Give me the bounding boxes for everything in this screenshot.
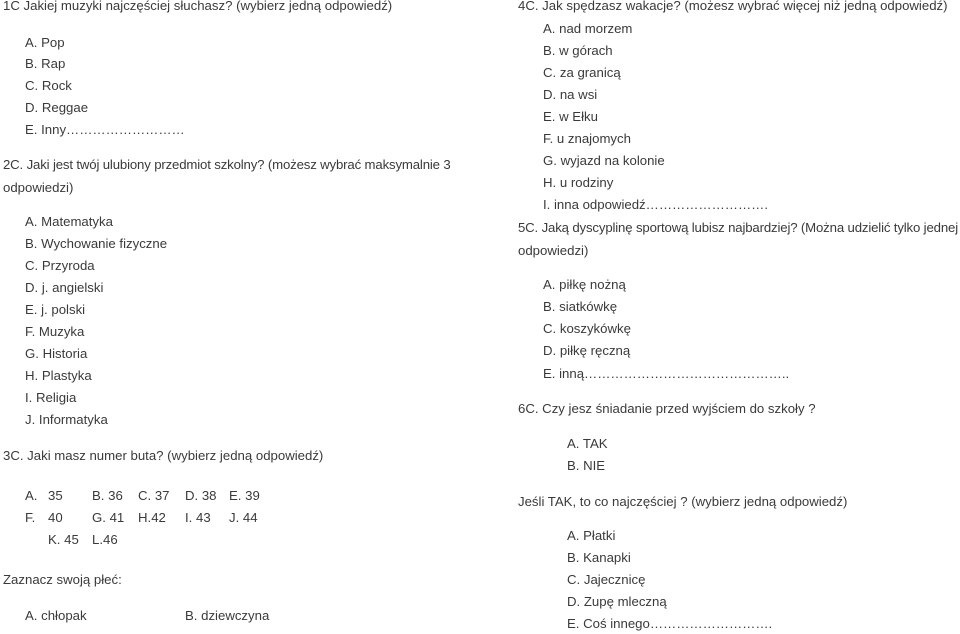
q5-title-line2: odpowiedzi) [518,243,589,258]
q5-option-b[interactable]: B. siatkówkę [543,299,618,314]
q3-option-b[interactable]: B. 36 [92,488,123,503]
q2-option-a[interactable]: A. Matematyka [25,214,113,229]
q3-option-c[interactable]: C. 37 [138,488,170,503]
gender-title: Zaznacz swoją płeć: [3,572,122,587]
q6b-option-a[interactable]: A. Płatki [567,528,616,543]
q5-option-d[interactable]: D. piłkę ręczną [543,343,631,358]
q2-option-e[interactable]: E. j. polski [25,302,86,317]
q4-option-a[interactable]: A. nad morzem [543,21,633,36]
q2-option-g[interactable]: G. Historia [25,346,88,361]
q2-option-d[interactable]: D. j. angielski [25,280,104,295]
q6b-option-c[interactable]: C. Jajecznicę [567,572,646,587]
q5-title-line1: 5C. Jaką dyscyplinę sportową lubisz najbardziej? (Można udzielić tylko jednej [518,220,958,235]
q2-option-h[interactable]: H. Plastyka [25,368,92,383]
q4-title: 4C. Jak spędzasz wakacje? (możesz wybrać więcej niż jedną odpowiedź) [518,0,948,13]
q3-option-a-label: A. [25,488,38,503]
q6-title: 6C. Czy jesz śniadanie przed wyjściem do szkoły ? [518,401,816,416]
q4-option-g[interactable]: G. wyjazd na kolonie [543,153,665,168]
q2-option-j[interactable]: J. Informatyka [25,412,108,427]
q5-option-c[interactable]: C. koszykówkę [543,321,631,336]
q3-option-a[interactable]: 35 [48,488,63,503]
q3-option-l[interactable]: L.46 [92,532,118,547]
q2-option-c[interactable]: C. Przyroda [25,258,95,273]
gender-option-a[interactable]: A. chłopak [25,608,87,623]
q2-option-b[interactable]: B. Wychowanie fizyczne [25,236,168,251]
q4-option-e[interactable]: E. w Ełku [543,109,598,124]
q2-title-line1: 2C. Jaki jest twój ulubiony przedmiot szkolny? (możesz wybrać maksymalnie 3 [3,157,451,172]
q6b-option-b[interactable]: B. Kanapki [567,550,631,565]
q3-option-f[interactable]: 40 [48,510,63,525]
q4-option-i[interactable]: I. inna odpowiedź………………………. [543,197,768,212]
q5-option-a[interactable]: A. piłkę nożną [543,277,626,292]
q3-option-k[interactable]: K. 45 [48,532,79,547]
q1-option-e[interactable]: E. Inny……………………… [25,122,185,137]
q1-option-d[interactable]: D. Reggae [25,100,89,115]
q6b-title: Jeśli TAK, to co najczęściej ? (wybierz jedną odpowiedź) [518,494,848,509]
q3-option-j[interactable]: J. 44 [229,510,258,525]
q3-option-g[interactable]: G. 41 [92,510,125,525]
q4-option-d[interactable]: D. na wsi [543,87,598,102]
q1-title: 1C Jakiej muzyki najczęściej słuchasz? (wybierz jedną odpowiedź) [3,0,393,13]
q2-option-i[interactable]: I. Religia [25,390,77,405]
q3-title: 3C. Jaki masz numer buta? (wybierz jedną odpowiedź) [3,448,324,463]
q3-option-f-label: F. [25,510,36,525]
q3-option-d[interactable]: D. 38 [185,488,217,503]
q3-option-h[interactable]: H.42 [138,510,166,525]
q6b-option-e[interactable]: E. Coś innego………………………. [567,616,773,631]
q4-option-b[interactable]: B. w górach [543,43,613,58]
q2-title-line2: odpowiedzi) [3,180,74,195]
q1-option-b[interactable]: B. Rap [25,56,66,71]
gender-option-b[interactable]: B. dziewczyna [185,608,270,623]
q4-option-h[interactable]: H. u rodziny [543,175,614,190]
q6-option-b[interactable]: B. NIE [567,458,606,473]
q3-option-i[interactable]: I. 43 [185,510,211,525]
q6b-option-d[interactable]: D. Zupę mleczną [567,594,667,609]
q4-option-c[interactable]: C. za granicą [543,65,621,80]
q3-option-e[interactable]: E. 39 [229,488,260,503]
q5-option-e[interactable]: E. inną……………………………………….. [543,366,790,381]
q1-option-c[interactable]: C. Rock [25,78,72,93]
q1-option-a[interactable]: A. Pop [25,35,65,50]
q6-option-a[interactable]: A. TAK [567,436,608,451]
q4-option-f[interactable]: F. u znajomych [543,131,631,146]
q2-option-f[interactable]: F. Muzyka [25,324,85,339]
